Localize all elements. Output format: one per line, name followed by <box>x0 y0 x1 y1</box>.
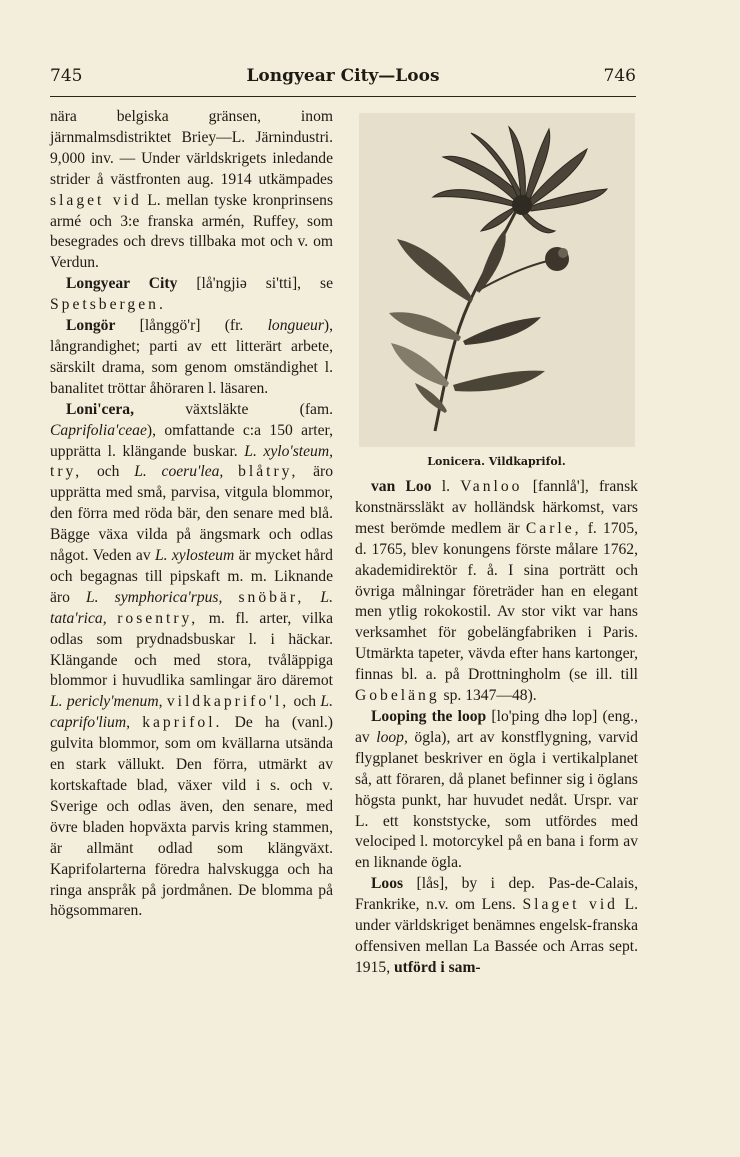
left-column <box>50 107 333 922</box>
honeysuckle-drawing <box>359 113 635 447</box>
figure-caption: Lonicera. Vildkaprifol. <box>427 455 566 468</box>
entry-looping-the-loop: Looping the loop [lo'ping dhə lop] (eng., av loop, ögla), art av konstflygning, varvid flygplanet beskriver en ögla i vertikalplanet så, att föraren, då planet befinner sig i öglans högsta punkt, har huvudet nedåt. Urspr. var L. ett konststycke, som utfördes med velociped l. motorcykel på en bana i form av en liknande ögla. <box>355 707 638 872</box>
page-number-right: 746 <box>603 66 636 86</box>
header-rule <box>50 96 636 97</box>
headword: Longyear City <box>66 275 178 293</box>
right-column <box>355 477 638 979</box>
page-number-left: 745 <box>50 66 83 86</box>
page-header <box>50 66 636 92</box>
entry-van-loo: van Loo l. Vanloo [fannlå'], fransk konstnärssläkt av holländsk härkomst, vars mest berömde medlem är Carle, f. 1705, d. 1765, blev konungens förste målare 1762, akademidirektör f. å. I sina porträtt och övriga målningar företräder han en elegant men ytlig rokokostil. Av stor vikt var hans verksamhet för gobelängfabriken i Paris. Utmärkta tapeter, vävda efter hans kartonger, finnas bl. a. på Drottningholm (se ill. till Gobeläng sp. 1347—48). <box>355 478 639 705</box>
headword: van Loo <box>371 478 432 495</box>
entry-lonicera: Loni'cera, växtsläkte (fam. Caprifolia'ceae), omfattande c:a 150 arter, upprätta l. klängande buskar. L. xylo'steum, try, och L. coeru'lea, blåtry, äro upprätta med små, parvisa, vitgula blommor, den förra med röda bär, den senare med blå. Bägge växa vilda på ängsmark och odlas något. Veden av L. xylosteum är mycket hård och begagnas till pipskaft m. m. Liknande äro L. symphorica'rpus, snöbär, L. tata'rica, rosentry, m. fl. arter, vilka odlas som prydnadsbuskar l. i häckar. Klängande och med stora, tvåläppiga blommor i huvudlika samlingar äro däremot L. pericly'menum, vildkaprifo'l, och L. caprifo'lium, kaprifol. De ha (vanl.) gulvita blommor, som om kvällarna utsända en stark vällukt. Den förra, utmärkt av kortskaftade blad, växer vild i s. och v. Sverige och odlas även, den senare, med övre bladen hopväxta parvis kring stammen, är allmänt odlad som klängväxt. Kaprifolarterna föredra halvskugga och ha ringa anspråk på jordmånen. De blomma på högsommaren. <box>50 400 334 920</box>
entry-loos-continuation: nära belgiska gränsen, inom järnmalmsdistriktet Briey—L. Järnindustri. 9,000 inv. — Under världskrigets inledande strider å västfronten aug. 1914 utkämpades slaget vid L. mellan tyske kronprinsens armé och 3:e franska armén, Ruffey, som besegrades och drevs tillbaka mot och v. om Verdun. <box>50 108 334 272</box>
headword: Loos <box>371 875 404 893</box>
headword: Looping the loop <box>371 707 487 725</box>
entry-longyear-city: Longyear City [lå'ngjiə si'tti], se Spetsbergen. <box>50 275 333 314</box>
honeysuckle-illustration <box>359 113 635 447</box>
entry-loos: Loos [lås], by i dep. Pas-de-Calais, Frankrike, n.v. om Lens. Slaget vid L. under världskriget benämnes engelsk-franska offensiven mellan La Bassée och Arras sept. 1915, utförd i sam- <box>355 875 639 976</box>
headword: Loni'cera, <box>66 400 134 418</box>
running-title: Longyear City—Loos <box>246 66 440 86</box>
headword: Longör <box>66 317 116 335</box>
entry-longor: Longör [långgö'r] (fr. longueur), långrandighet; parti av ett litterärt arbete, särskilt drama, som genom omständighet l. banalitet tröttar åhöraren l. läsaren. <box>50 317 333 397</box>
